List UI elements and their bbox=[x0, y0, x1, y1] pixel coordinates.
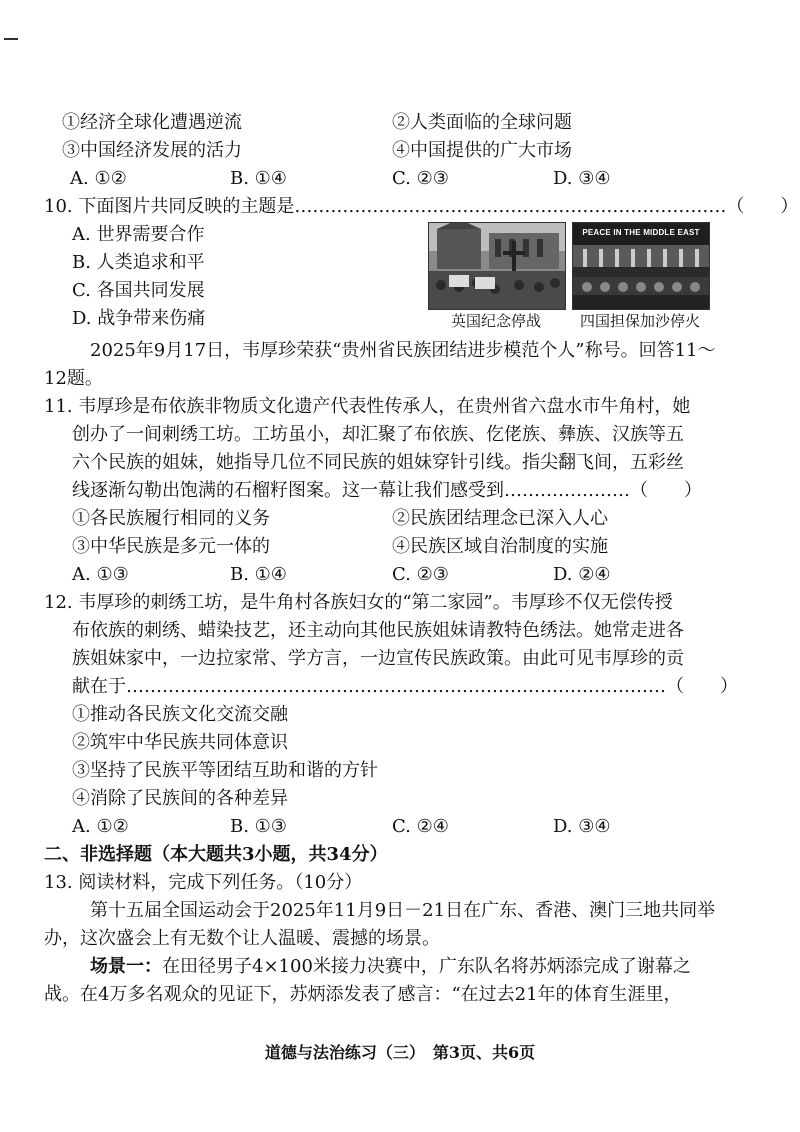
q12-choice-d: D. ③④ bbox=[553, 816, 611, 837]
q9-item-4: ④中国提供的广大市场 bbox=[392, 140, 572, 161]
q11-item-2: ②民族团结理念已深入人心 bbox=[392, 508, 608, 529]
q9-item-3: ③中国经济发展的活力 bbox=[62, 140, 242, 161]
photo-gaza-caption: 四国担保加沙停火 bbox=[579, 312, 700, 330]
q10-choice-b: B. 人类追求和平 bbox=[72, 252, 205, 273]
q13-scene-text-1: 在田径男子4×100米接力决赛中，广东队名将苏炳添完成了谢幕之 bbox=[162, 956, 691, 977]
q9-choice-a: A. ①② bbox=[70, 168, 127, 189]
q12-item-2: ②筑牢中华民族共同体意识 bbox=[72, 732, 288, 753]
photo-uk-caption: 英国纪念停战 bbox=[450, 312, 541, 330]
q12-item-3: ③坚持了民族平等团结互助和谐的方针 bbox=[72, 760, 378, 781]
corner-mark bbox=[4, 38, 18, 40]
q12-item-1: ①推动各民族文化交流交融 bbox=[72, 704, 288, 725]
q12-choice-a: A. ①② bbox=[72, 816, 129, 837]
q11-item-3: ③中华民族是多元一体的 bbox=[72, 536, 270, 557]
q12-choice-b: B. ①③ bbox=[230, 816, 287, 837]
photo-gaza-ceasefire bbox=[572, 222, 710, 310]
q13-para-line-1: 第十五届全国运动会于2025年11月9日－21日在广东、香港、澳门三地共同举 bbox=[90, 900, 716, 921]
q11-item-1: ①各民族履行相同的义务 bbox=[72, 508, 270, 529]
q12-stem-line-3: 族姐妹家中，一边拉家常、学方言，一边宣传民族政策。由此可见韦厚珍的贡 bbox=[72, 648, 684, 669]
q10-stem: 10. 下面图片共同反映的主题是………………………………………………………………（ ） bbox=[44, 196, 799, 217]
q12-stem-line-2: 布依族的刺绣、蜡染技艺，还主动向其他民族姐妹请教特色绣法。她常走进各 bbox=[72, 620, 684, 641]
intro-11-12-line-2: 12题。 bbox=[44, 368, 103, 389]
q11-stem-line-3: 六个民族的姐妹，她指导几位不同民族的姐妹穿针引线。指尖翻飞间，五彩丝 bbox=[72, 452, 684, 473]
q13-scene-line-1 bbox=[90, 954, 691, 980]
q13-stem: 13. 阅读材料，完成下列任务。（10分） bbox=[44, 872, 363, 893]
q10-choice-a: A. 世界需要合作 bbox=[72, 224, 205, 245]
q9-item-2: ②人类面临的全球问题 bbox=[392, 112, 572, 133]
q12-item-4: ④消除了民族间的各种差异 bbox=[72, 788, 288, 809]
q12-stem-line-1: 12. 韦厚珍的刺绣工坊，是牛角村各族妇女的“第二家园”。韦厚珍不仅无偿传授 bbox=[44, 592, 673, 613]
q11-choice-c: C. ②③ bbox=[392, 564, 449, 585]
q12-choice-c: C. ②④ bbox=[392, 816, 449, 837]
q12-stem-line-4: 献在于………………………………………………………………………………（ ） bbox=[72, 676, 738, 697]
photo-gaza-banner: PEACE IN THE MIDDLE EAST bbox=[582, 228, 700, 237]
q9-choice-d: D. ③④ bbox=[553, 168, 611, 189]
q9-choice-b: B. ①④ bbox=[230, 168, 287, 189]
q11-stem-line-1: 11. 韦厚珍是布依族非物质文化遗产代表性传承人，在贵州省六盘水市牛角村，她 bbox=[44, 396, 691, 417]
q11-item-4: ④民族区域自治制度的实施 bbox=[392, 536, 608, 557]
q9-choice-c: C. ②③ bbox=[392, 168, 449, 189]
q13-scene-line-2: 战。在4万多名观众的见证下，苏炳添发表了感言：“在过去21年的体育生涯里， bbox=[44, 984, 682, 1005]
intro-11-12-line-1: 2025年9月17日，韦厚珍荣获“贵州省民族团结进步模范个人”称号。回答11～ bbox=[90, 340, 716, 361]
photo-uk-armistice bbox=[428, 222, 566, 310]
q11-choice-b: B. ①④ bbox=[230, 564, 287, 585]
q11-choice-a: A. ①③ bbox=[72, 564, 129, 585]
q11-stem-line-4: 线逐渐勾勒出饱满的石榴籽图案。这一幕让我们感受到…………………（ ） bbox=[72, 480, 702, 501]
q11-stem-line-2: 创办了一间刺绣工坊。工坊虽小，却汇聚了布依族、仡佬族、彝族、汉族等五 bbox=[72, 424, 684, 445]
q9-item-1: ①经济全球化遭遇逆流 bbox=[62, 112, 242, 133]
q10-choice-c: C. 各国共同发展 bbox=[72, 280, 205, 301]
q11-choice-d: D. ②④ bbox=[553, 564, 611, 585]
q13-para-line-2: 办，这次盛会上有无数个让人温暖、震撼的场景。 bbox=[44, 928, 440, 949]
q13-scene-label: 场景一： bbox=[90, 956, 162, 977]
page-footer: 道德与法治练习（三） 第3页、共6页 bbox=[264, 1043, 536, 1062]
q10-choice-d: D. 战争带来伤痛 bbox=[72, 308, 206, 329]
section-2-heading: 二、非选择题（本大题共3小题，共34分） bbox=[44, 844, 388, 865]
